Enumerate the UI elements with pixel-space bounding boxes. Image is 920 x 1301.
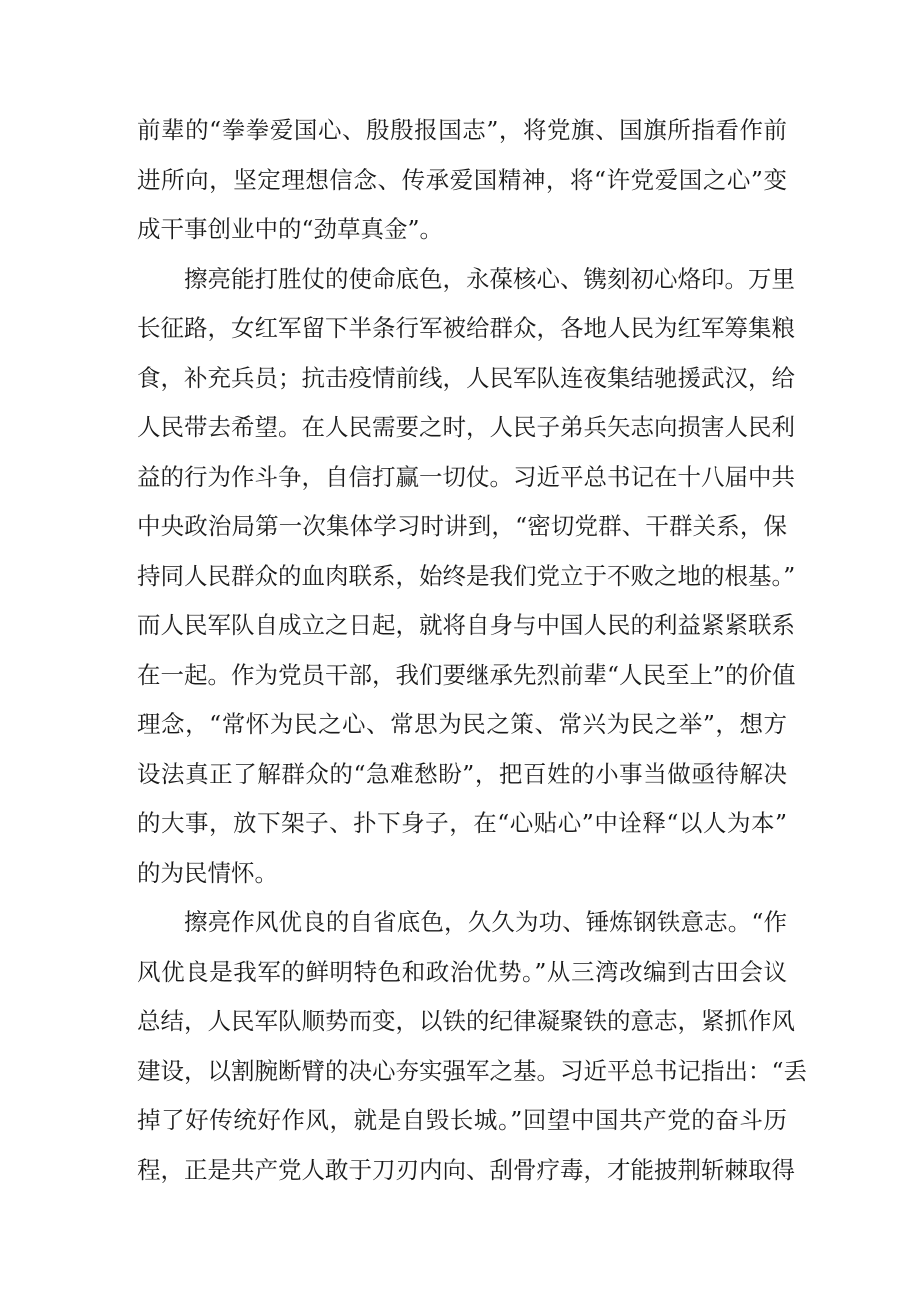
text-line: 擦亮能打胜仗的使命底色，永葆核心、镌刻初心烙印。万里 — [184, 264, 795, 293]
text-line: 在一起。作为党员干部，我们要继承先烈前辈“人民至上”的价值 — [137, 660, 796, 689]
text-line: 程，正是共产党人敢于刀刃内向、刮骨疗毒，才能披荆斩棘取得 — [137, 1155, 795, 1184]
text-line: 人民带去希望。在人民需要之时，人民子弟兵矢志向损害人民利 — [137, 413, 795, 441]
text-line: 持同人民群众的血肉联系，始终是我们党立于不败之地的根基。” — [137, 561, 796, 590]
text-line: 前辈的“拳拳爱国心、殷殷报国志”，将党旗、国旗所指看作前 — [137, 116, 787, 144]
text-line: 进所向，坚定理想信念、传承爱国精神，将“许党爱国之心”变 — [137, 165, 787, 194]
body-text — [137, 106, 808, 1195]
text-line: 建设，以割腕断臂的决心夯实强军之基。习近平总书记指出：“丢 — [137, 1056, 808, 1085]
text-line: 的为民情怀。 — [137, 858, 278, 887]
text-line: 长征路，女红军留下半条行军被给群众，各地人民为红军筹集粮 — [137, 314, 795, 342]
text-line: 益的行为作斗争，自信打赢一切仗。习近平总书记在十八届中共 — [137, 462, 795, 491]
text-line: 成干事创业中的“劲草真金”。 — [137, 215, 444, 243]
text-line: 食，补充兵员；抗击疫情前线，人民军队连夜集结驰援武汉，给 — [137, 363, 795, 392]
text-line: 风优良是我军的鲜明特色和政治优势。”从三湾改编到古田会议 — [137, 957, 787, 986]
text-line: 设法真正了解群众的“急难愁盼”，把百姓的小事当做亟待解决 — [137, 759, 787, 788]
text-line: 的大事，放下架子、扑下身子，在“心贴心”中诠释“以人为本” — [137, 809, 787, 837]
text-line: 擦亮作风优良的自省底色，久久为功、锤炼钢铁意志。“作 — [184, 908, 787, 936]
text-line: 理念，“常怀为民之心、常思为民之策、常兴为民之举”，想方 — [137, 710, 787, 738]
text-line: 中央政治局第一次集体学习时讲到，“密切党群、干群关系，保 — [137, 512, 787, 540]
text-line: 掉了好传统好作风，就是自毁长城。”回望中国共产党的奋斗历 — [137, 1106, 787, 1134]
text-line: 总结，人民军队顺势而变，以铁的纪律凝聚铁的意志，紧抓作风 — [137, 1007, 795, 1035]
text-line: 而人民军队自成立之日起，就将自身与中国人民的利益紧紧联系 — [137, 611, 795, 639]
